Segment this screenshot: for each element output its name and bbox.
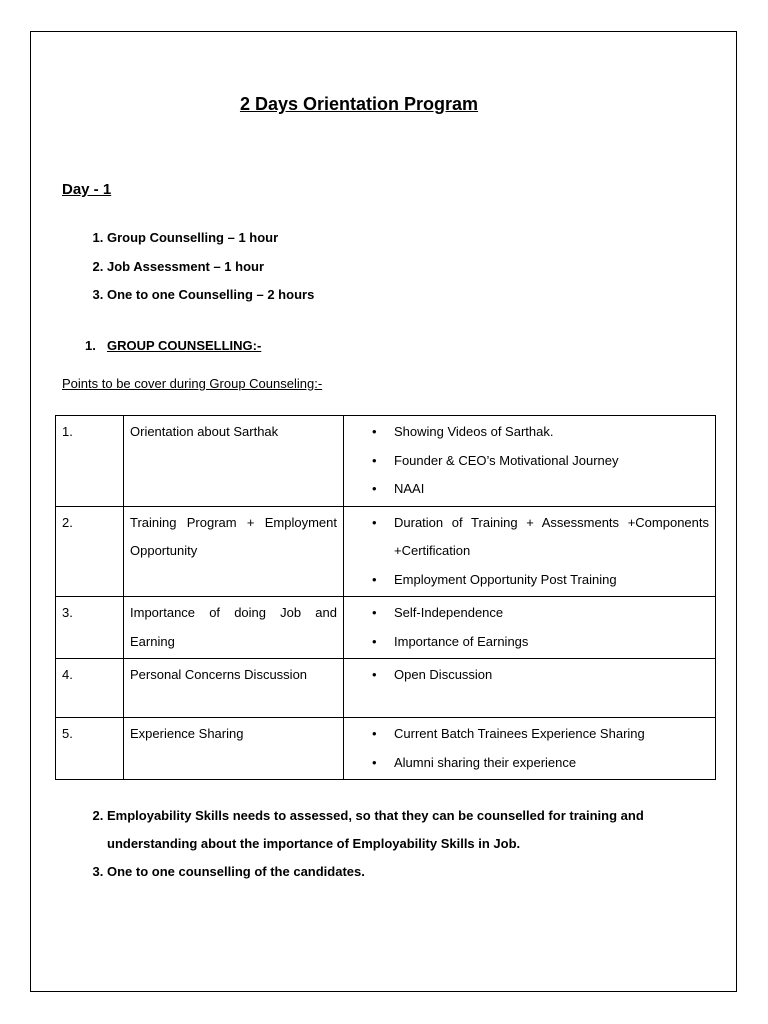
row-topic: Orientation about Sarthak [124, 416, 344, 507]
row-number: 2. [56, 506, 124, 597]
bullet-item: • Open Discussion [394, 661, 709, 690]
bullet-item: • Current Batch Trainees Experience Sharing [394, 720, 709, 749]
section-title: GROUP COUNSELLING:- [107, 338, 262, 353]
document-title: 2 Days Orientation Program [239, 94, 479, 114]
bullet-item: • Duration of Training + Assessments +Components +Certification [394, 509, 709, 566]
agenda-item: 2. Job Assessment – 1 hour [107, 253, 707, 282]
bullet-item: • Self-Independence [394, 599, 709, 628]
table-row [56, 718, 716, 780]
row-topic: Training Program + Employment Opportunity [124, 506, 344, 597]
section-number: 1. [85, 338, 96, 353]
row-number: 4. [56, 659, 124, 718]
bullet-item: • Importance of Earnings [394, 628, 709, 657]
bullet-item: • Founder & CEO’s Motivational Journey [394, 447, 709, 476]
bullet-item: • Employment Opportunity Post Training [394, 566, 709, 595]
row-points [344, 597, 716, 659]
table-row [56, 659, 716, 718]
table-row [56, 416, 716, 507]
section-heading [85, 338, 261, 353]
row-points [344, 416, 716, 507]
followup-item: 3. One to one counselling of the candidates. [107, 858, 697, 886]
row-topic: Experience Sharing [124, 718, 344, 780]
table-row [56, 597, 716, 659]
row-number: 1. [56, 416, 124, 507]
row-points [344, 506, 716, 597]
bullet-item: • Showing Videos of Sarthak. [394, 418, 709, 447]
bullet-item: • Alumni sharing their experience [394, 749, 709, 778]
row-topic: Personal Concerns Discussion [124, 659, 344, 718]
row-number: 5. [56, 718, 124, 780]
row-points [344, 659, 716, 718]
points-table [55, 415, 716, 780]
agenda-list [62, 224, 707, 310]
points-intro: Points to be cover during Group Counseling:- [62, 376, 323, 391]
agenda-item: 1. Group Counselling – 1 hour [107, 224, 707, 253]
day-heading: Day - 1 [62, 181, 112, 198]
table-row [56, 506, 716, 597]
row-points [344, 718, 716, 780]
followup-item: 2. Employability Skills needs to assessed, so that they can be counselled for training and understanding about the importance of Employability Skills in Job. [107, 802, 697, 858]
row-number: 3. [56, 597, 124, 659]
bullet-item: • NAAI [394, 475, 709, 504]
row-topic: Importance of doing Job and Earning [124, 597, 344, 659]
agenda-item: 3. One to one Counselling – 2 hours [107, 281, 707, 310]
followup-list [62, 802, 697, 886]
